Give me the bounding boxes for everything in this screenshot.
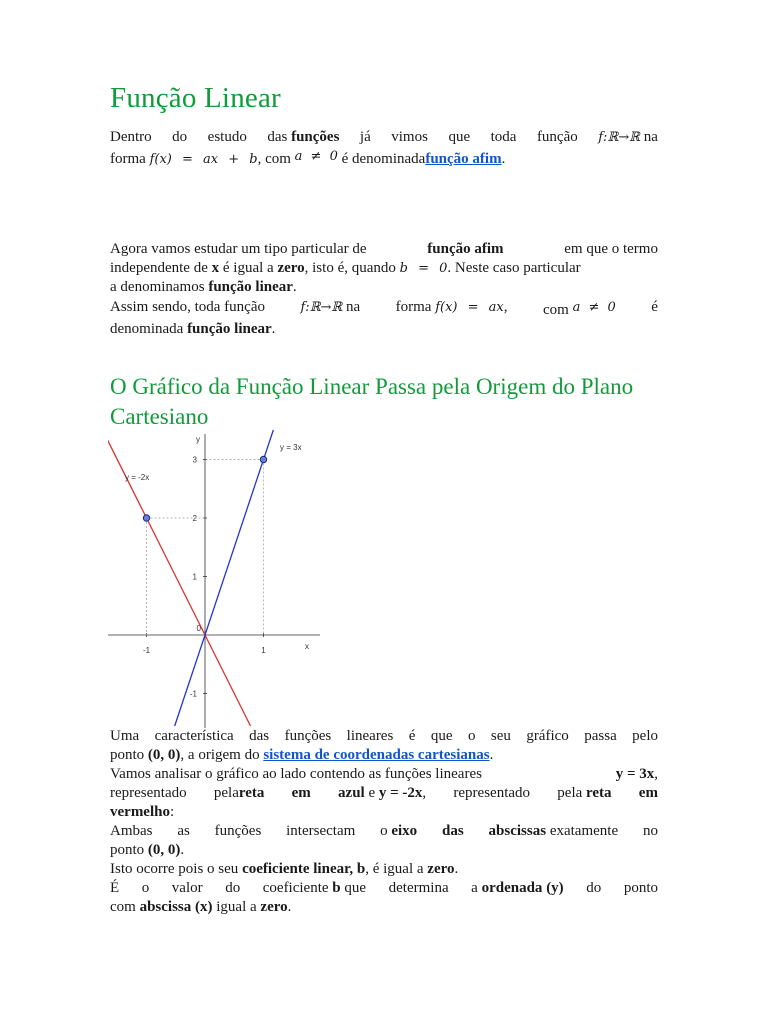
x-tick-label: 1 <box>261 646 266 655</box>
math-mapping-2: f:ℝ→ℝ <box>300 300 343 315</box>
link-funcao-afim[interactable]: função afim <box>425 151 502 167</box>
paragraph-coefficient: Isto ocorre pois o seu coeficiente linear, b, é igual a zero. <box>110 861 459 877</box>
x-tick-label: -1 <box>142 646 151 655</box>
math-condition: a ≠ 0 <box>294 149 338 164</box>
graph-point <box>143 515 149 521</box>
y-tick-label: 1 <box>192 572 197 582</box>
paragraph-graph-analysis: Vamos analisar o gráfico ao lado contendo as funções lineares y = 3x, representado pelareta em azul e y = -2x, representado pela reta em vermelho: <box>110 766 658 820</box>
intro-paragraph <box>110 128 658 169</box>
origin-label: 0 <box>196 624 201 633</box>
intro-line-2: forma f(x) = ax + b, com a ≠ 0 é denominadafunção afim. <box>110 149 506 167</box>
line-y-3x <box>175 430 274 726</box>
math-linear-formula: f(x) = ax <box>435 300 504 315</box>
section-subtitle: O Gráfico da Função Linear Passa pela Origem do Plano Cartesiano <box>110 374 634 429</box>
y-tick-label: 2 <box>192 514 197 523</box>
cartesian-graph <box>108 430 328 728</box>
paragraph-particular-case: Agora vamos estudar um tipo particular de função afim em que o termo independente de x é igual a zero, isto é, quando b = 0. Neste caso particular a denominamos função linear. <box>110 241 658 295</box>
math-mapping: f:ℝ→ℝ <box>598 130 640 145</box>
y-tick-label: 3 <box>192 455 197 465</box>
math-affine-formula: f(x) = ax + b <box>149 152 258 167</box>
intro-line-1: Dentro do estudo das funções já vimos que toda função f:ℝ→ℝ na <box>110 129 658 145</box>
paragraph-origin: Uma característica das funções lineares é que o seu gráfico passa pelo ponto (0, 0), a origem do sistema de coordenadas cartesianas. <box>110 728 658 763</box>
math-condition-2: a ≠ 0 <box>572 300 616 315</box>
page-title: Função Linear <box>110 82 281 114</box>
x-axis-label: x <box>305 642 309 651</box>
math-b-zero: b = 0 <box>399 261 448 276</box>
link-sistema-coordenadas[interactable]: sistema de coordenadas cartesianas <box>263 747 490 763</box>
label-y-3x: y = 3x <box>280 443 302 452</box>
graph-point <box>260 456 266 462</box>
y-axis-label: y <box>196 435 200 444</box>
label-y-minus-2x: y = -2x <box>125 473 150 482</box>
y-tick-label: -1 <box>189 689 197 699</box>
paragraph-ordinate: É o valor do coeficiente b que determina a ordenada (y) do ponto com abscissa (x) igual a zero. <box>110 880 658 915</box>
paragraph-intersection: Ambas as funções intersectam o eixo das abscissas exatamente no ponto (0, 0). <box>110 823 658 858</box>
paragraph-definition: Assim sendo, toda função f:ℝ→ℝ na forma f(x) = ax, com a ≠ 0 é denominada função linear. <box>110 299 658 337</box>
